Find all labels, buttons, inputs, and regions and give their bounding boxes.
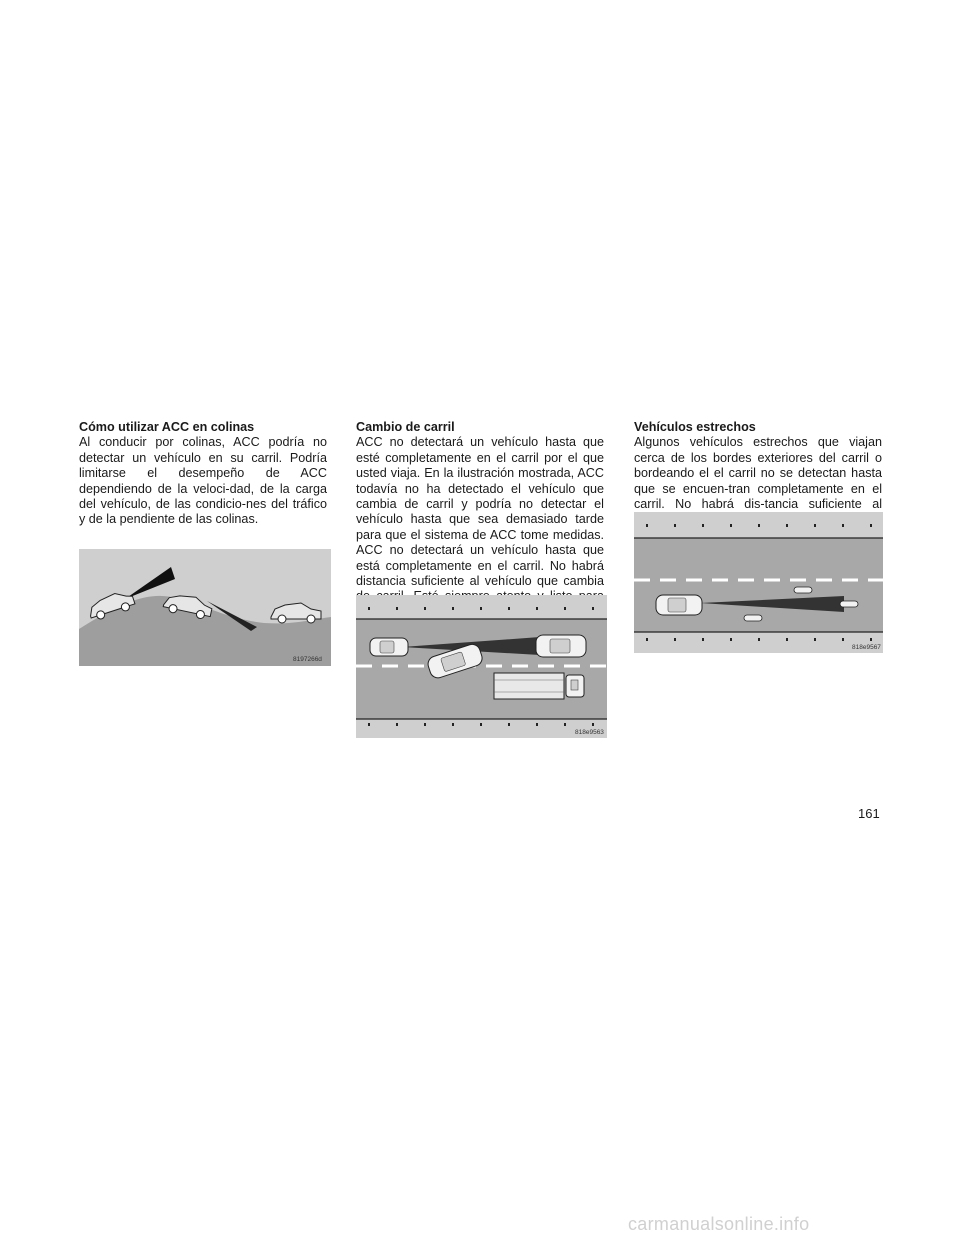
watermark: carmanualsonline.info [628, 1214, 810, 1234]
section-lane-change [356, 420, 604, 620]
section-body: Algunos vehículos estrechos que viajan cerca de los bordes exteriores del carril o bordeando el el carril no se detectan hasta que se encuen-tran completamente en el carril. No habrá dis-tancia suficiente al [634, 435, 882, 512]
section-body: Al conducir por colinas, ACC podría no detectar un vehículo en su carril. Podría limitarse el desempeño de ACC dependiendo de la veloci-dad, de la carga del vehículo, de las condicio-nes del tráfico y de la pendiente de las colinas. [79, 435, 327, 527]
section-heading: Cambio de carril [356, 420, 455, 434]
page-number: 161 [858, 806, 880, 821]
hills-illustration [79, 549, 331, 666]
section-heading: Vehículos estrechos [634, 420, 756, 434]
lane-change-illustration [356, 595, 607, 738]
figure-code: 8197266d [293, 656, 322, 663]
section-hills [79, 420, 327, 528]
section-body: ACC no detectará un vehículo hasta que esté completamente en el carril por el que usted viaja. En la ilustración mostrada, ACC todavía no ha detectado el vehículo que cambia de carril y podría no detectar el vehículo hasta que sea demasiado tarde para que el sistema de ACC tome medidas. ACC no detectará un vehículo hasta que está completamente en el carril. No habrá distancia suficiente al vehículo que cambia [356, 435, 604, 589]
figure-code: 818e9563 [575, 729, 604, 736]
section-heading: Cómo utilizar ACC en colinas [79, 420, 255, 434]
figure-code: 818e9567 [852, 644, 881, 651]
narrow-vehicles-illustration [634, 512, 883, 653]
